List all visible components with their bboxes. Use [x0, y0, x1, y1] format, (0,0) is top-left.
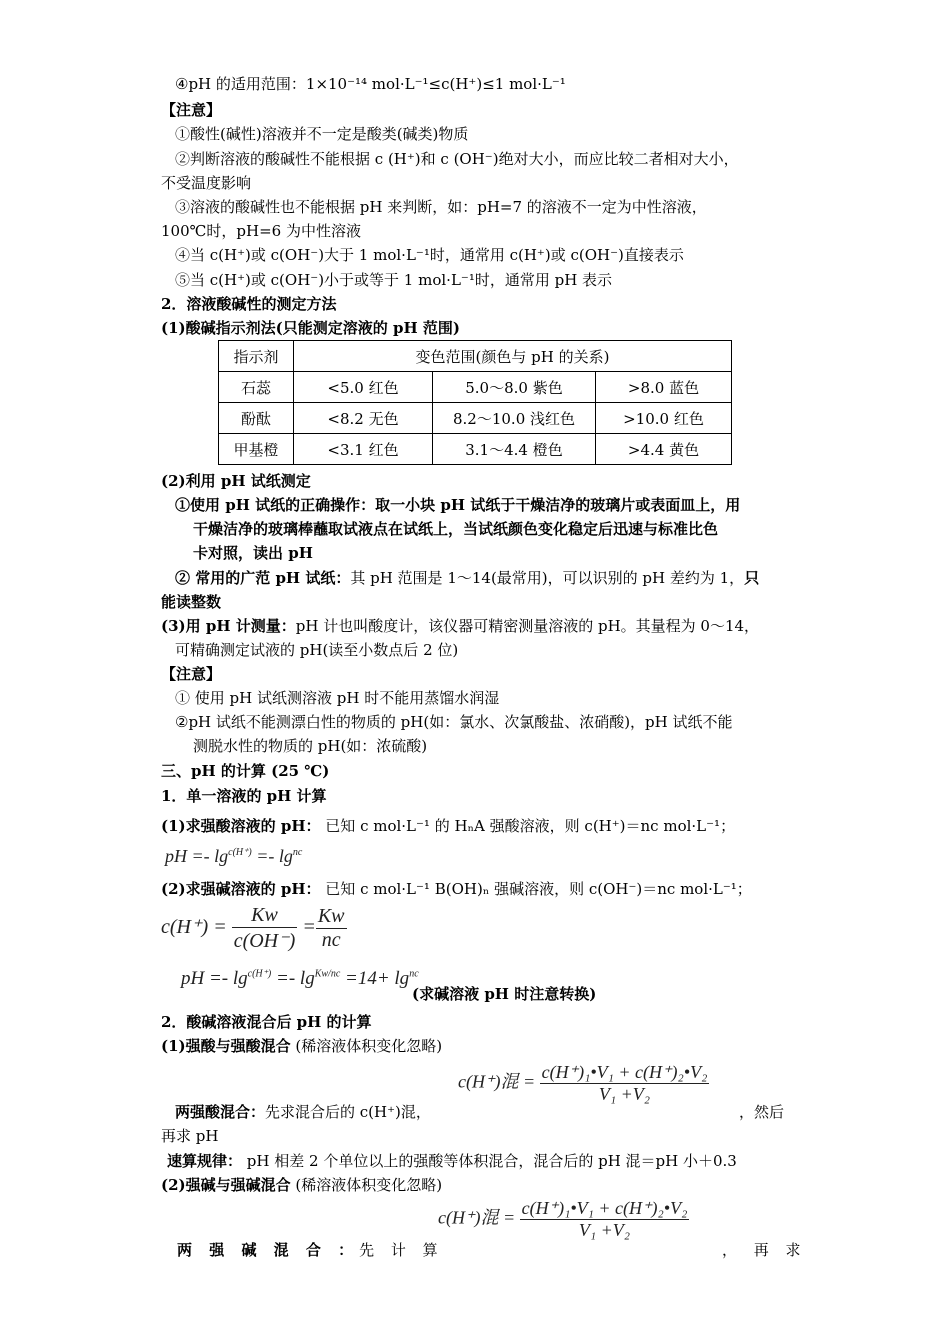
quick-rule-text: pH 相差 2 个单位以上的强酸等体积混合，混合后的 pH 混＝pH 小＋0.3	[246, 1152, 737, 1170]
note-heading: 【注意】	[161, 101, 222, 119]
quick-rule-line	[167, 1151, 737, 1171]
table-cell: >8.0 蓝色	[596, 372, 732, 403]
acid-mix-line	[175, 1102, 431, 1122]
table-row	[219, 434, 732, 465]
note2-item-2-cont: 测脱水性的物质的 pH(如：浓硫酸)	[193, 737, 428, 755]
acid-mix-tail: ，然后	[739, 1103, 785, 1121]
table-cell: <3.1 红色	[294, 434, 433, 465]
ph-paper-step-2	[175, 568, 759, 588]
acid-acid-label: (1)强酸与强酸混合	[161, 1037, 291, 1055]
ph-paper-step-2-tail: 只	[744, 569, 760, 587]
table-row	[219, 403, 732, 434]
fraction-base-mix: $\frac{\text{c(H⁺)₁•V₁ + c(H⁺)₂•V₂}}{\text{V₁ +V₂}}$	[521, 1198, 688, 1240]
base-base-heading	[161, 1175, 442, 1195]
note-item-2-cont: 不受温度影响	[161, 174, 252, 192]
strong-base-label: (2)求强碱溶液的 pH：	[161, 880, 321, 898]
table-header-cell: 指示剂	[219, 341, 294, 372]
base-base-note: (稀溶液体积变化忽略)	[295, 1176, 443, 1194]
strong-base-line	[161, 879, 752, 899]
subheading-single-solution: 1．单一溶液的 pH 计算	[161, 787, 327, 805]
base-base-label: (2)强碱与强碱混合	[161, 1176, 291, 1194]
acid-acid-note: (稀溶液体积变化忽略)	[295, 1037, 443, 1055]
strong-acid-label: (1)求强酸溶液的 pH：	[161, 817, 321, 835]
note-item-2: ②判断溶液的酸碱性不能根据 c (H⁺)和 c (OH⁻)绝对大小，而应比较二者相对大小，	[175, 150, 739, 168]
formula-acid-ph: pH =- $\lg^{c(H^+)} =- \lg^{nc}$	[165, 846, 303, 866]
ph-paper-step-1-cont2: 卡对照，读出 pH	[193, 544, 313, 562]
table-cell: 8.2～10.0 浅红色	[433, 403, 596, 434]
table-cell: >10.0 红色	[596, 403, 732, 434]
formula-base-ph: pH =- $\lg^{c(H^+)} =- \lg^{Kw/nc} =14+ \lg^{nc}$	[181, 968, 419, 989]
table-row	[219, 372, 732, 403]
table-cell: 5.0～8.0 紫色	[433, 372, 596, 403]
note2-item-2: ②pH 试纸不能测漂白性的物质的 pH(如：氯水、次氯酸盐、浓硝酸)，pH 试纸不能	[175, 713, 733, 731]
ph-meter-label: (3)用 pH 计测量：	[161, 617, 296, 635]
table-cell: >4.4 黄色	[596, 434, 732, 465]
acid-mix-text: 先求混合后的 c(H⁺)混，	[265, 1103, 431, 1121]
section-heading-measurement: 2．溶液酸碱性的测定方法	[161, 295, 337, 313]
base-ph-note: (求碱溶液 pH 时注意转换)	[412, 985, 597, 1003]
table-header-row	[219, 341, 732, 372]
table-cell: 3.1～4.4 橙色	[433, 434, 596, 465]
note-item-1: ①酸性(碱性)溶液并不一定是酸类(碱类)物质	[175, 125, 469, 143]
ph-paper-step-1: ①使用 pH 试纸的正确操作：取一小块 pH 试纸于干燥洁净的玻璃片或表面皿上，用	[175, 496, 741, 514]
formula-acid-mix: c(H⁺)混 = $\frac{\text{c(H⁺)₁•V₁ + c(H⁺)₂•V₂}}{\text{V₁ +V₂}}$	[458, 1062, 708, 1104]
formula-base-concentration: c(H⁺) = $\frac{Kw}{c(OH^-)}$ = $\frac{Kw}{nc}$	[161, 904, 345, 952]
ph-paper-step-2-text: 其 pH 范围是 1～14(最常用)，可以识别的 pH 差约为 1，	[350, 569, 745, 587]
note-item-3-cont: 100℃时，pH=6 为中性溶液	[161, 222, 361, 240]
fraction-acid-mix: $\frac{\text{c(H⁺)₁•V₁ + c(H⁺)₂•V₂}}{\text{V₁ +V₂}}$	[541, 1062, 708, 1104]
note2-item-1: ① 使用 pH 试纸测溶液 pH 时不能用蒸馏水润湿	[175, 689, 500, 707]
ph-range-line: ④pH 的适用范围：1×10⁻¹⁴ mol·L⁻¹≤c(H⁺)≤1 mol·L⁻¹	[175, 75, 566, 93]
base-mix-line	[177, 1240, 444, 1260]
indicator-table	[218, 340, 732, 465]
ph-paper-step-2-label: ② 常用的广范 pH 试纸：	[175, 569, 351, 587]
quick-rule-label: 速算规律：	[167, 1152, 243, 1170]
subheading-indicator: (1)酸碱指示剂法(只能测定溶液的 pH 范围)	[161, 319, 460, 337]
acid-acid-heading	[161, 1036, 442, 1056]
subheading-mixed-solution: 2．酸碱溶液混合后 pH 的计算	[161, 1013, 372, 1031]
base-mix-tail: ， 再 求	[722, 1241, 807, 1259]
table-cell: <5.0 红色	[294, 372, 433, 403]
table-cell: <8.2 无色	[294, 403, 433, 434]
fraction-2: $\frac{Kw}{nc}$	[317, 905, 345, 951]
base-mix-text: 先 计 算	[359, 1241, 444, 1259]
strong-base-text: 已知 c mol·L⁻¹ B(OH)ₙ 强碱溶液，则 c(OH⁻)＝nc mol·L⁻¹；	[325, 880, 752, 898]
note-heading-2: 【注意】	[161, 665, 222, 683]
section-heading-ph-calc: 三、pH 的计算 (25 ℃)	[161, 762, 330, 780]
ph-meter-line	[161, 616, 759, 636]
formula-base-mix: c(H⁺)混 = $\frac{\text{c(H⁺)₁•V₁ + c(H⁺)₂•V₂}}{\text{V₁ +V₂}}$	[438, 1198, 688, 1240]
fraction-1: $\frac{Kw}{c(OH^-)}$	[233, 904, 296, 952]
note-item-3: ③溶液的酸碱性也不能根据 pH 来判断，如：pH=7 的溶液不一定为中性溶液，	[175, 198, 707, 216]
base-mix-label: 两 强 碱 混 合 ：	[177, 1241, 360, 1259]
subheading-ph-paper: (2)利用 pH 试纸测定	[161, 472, 311, 490]
note-item-5: ⑤当 c(H⁺)或 c(OH⁻)小于或等于 1 mol·L⁻¹时，通常用 pH 表示	[175, 271, 613, 289]
ph-paper-step-2-cont: 能读整数	[161, 593, 222, 611]
formula-left: c(H⁺) =	[161, 916, 227, 939]
table-cell: 石蕊	[219, 372, 294, 403]
table-header-cell: 变色范围(颜色与 pH 的关系)	[294, 341, 732, 372]
table-cell: 酚酞	[219, 403, 294, 434]
acid-mix-cont: 再求 pH	[161, 1127, 219, 1145]
note-item-4: ④当 c(H⁺)或 c(OH⁻)大于 1 mol·L⁻¹时，通常用 c(H⁺)或 c(OH⁻)直接表示	[175, 246, 684, 264]
acid-mix-label: 两强酸混合：	[175, 1103, 266, 1121]
strong-acid-line	[161, 816, 735, 836]
strong-acid-text: 已知 c mol·L⁻¹ 的 HₙA 强酸溶液，则 c(H⁺)＝nc mol·L⁻¹；	[325, 817, 736, 835]
table-cell: 甲基橙	[219, 434, 294, 465]
ph-meter-text: pH 计也叫酸度计，该仪器可精密测量溶液的 pH。其量程为 0～14，	[295, 617, 760, 635]
ph-paper-step-1-cont: 干燥洁净的玻璃棒蘸取试液点在试纸上，当试纸颜色变化稳定后迅速与标准比色	[193, 520, 719, 538]
ph-meter-cont: 可精确测定试液的 pH(读至小数点后 2 位)	[175, 641, 459, 659]
